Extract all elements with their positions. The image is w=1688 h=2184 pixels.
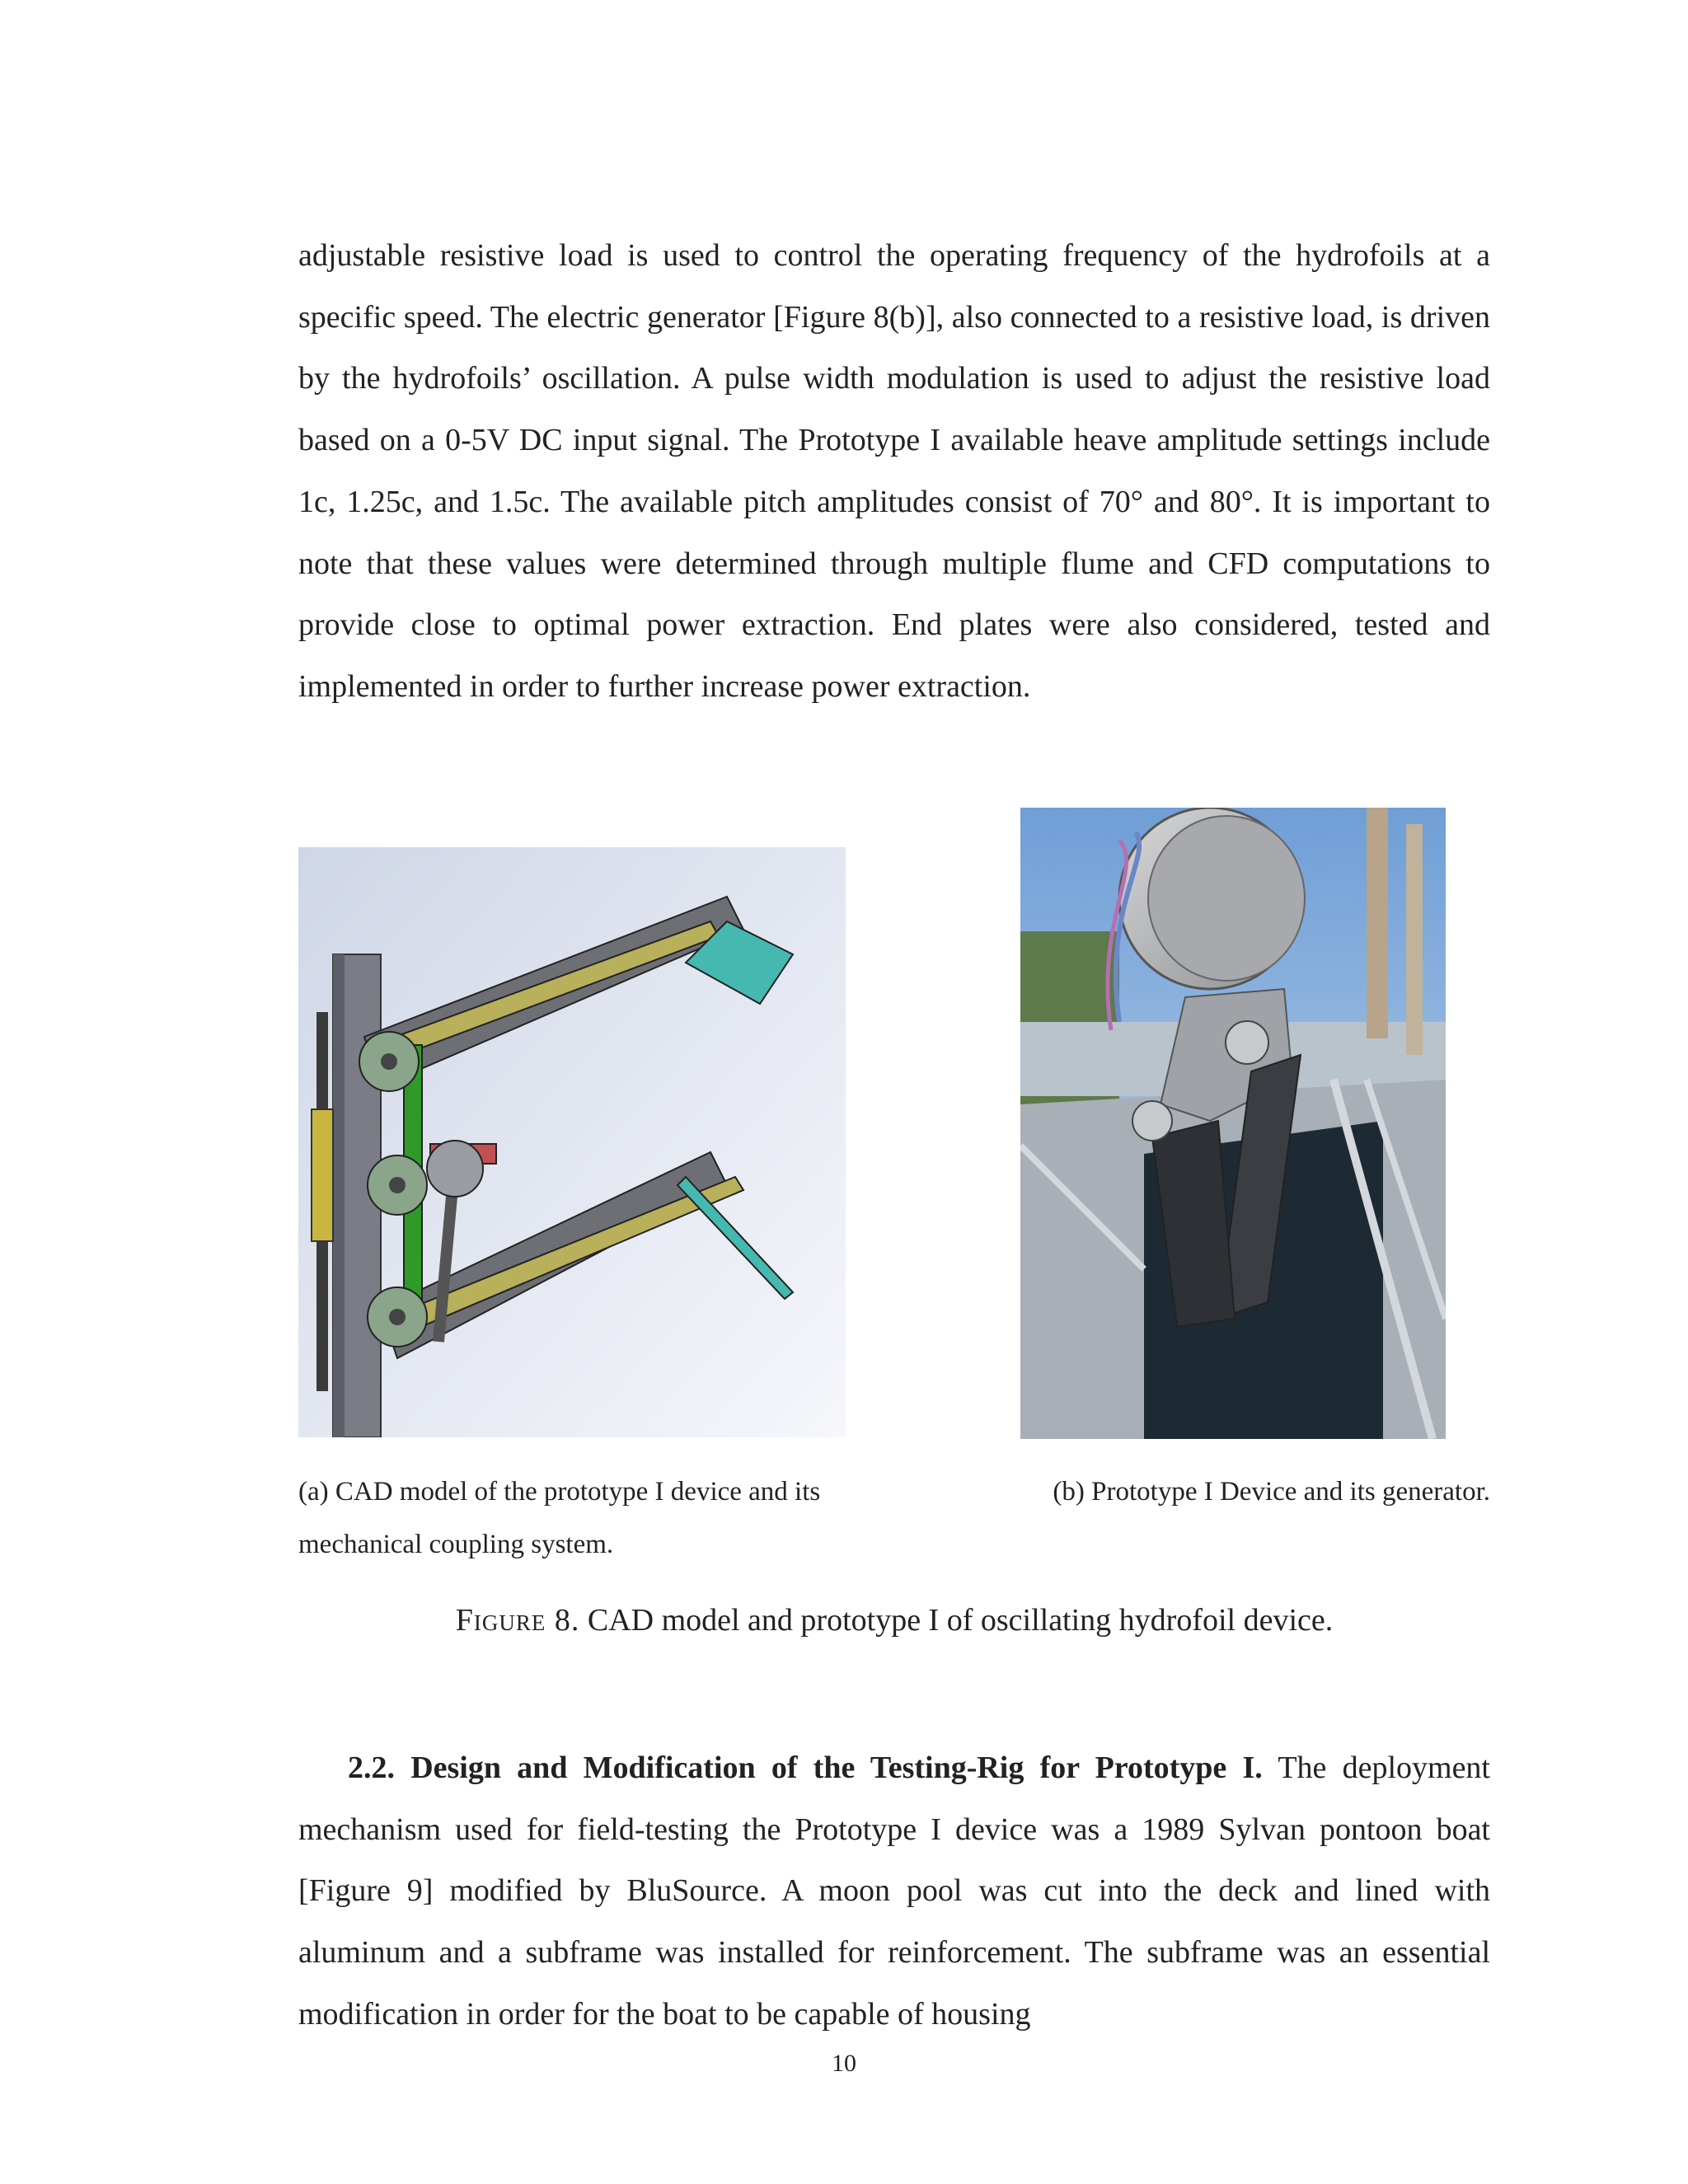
section-heading: 2.2. Design and Modification of the Testing-Rig for Prototype I. bbox=[348, 1750, 1263, 1785]
prototype-photo bbox=[1020, 808, 1446, 1439]
subcaption-a: (a) CAD model of the prototype I device and its mechanical coupling system. bbox=[298, 1477, 821, 1559]
page-number: 10 bbox=[832, 2050, 856, 2077]
body-paragraph-2 bbox=[298, 1737, 1490, 2046]
cad-model-image bbox=[298, 847, 846, 1437]
figure-label: Figure 8. bbox=[455, 1603, 580, 1638]
body-paragraph-1: adjustable resistive load is used to control the operating frequency of the hydrofoils at a specific speed. The electric generator [Figure 8(b)], also connected to a resistive load, is driven by the hydrofoils’ oscillation. A pulse width modulation is used to adjust the resistive load based on a 0-5V DC input signal. The Prototype I available heave amplitude settings include 1c, 1.25c, and 1.5c. The available pitch amplitudes consist of 70° and 80°. It is important to note that these values were determined through multiple flume and CFD computations to provide close to optimal power extraction. End plates were also considered, tested and implemented in order to further increase power extraction. bbox=[298, 238, 1490, 704]
section-paragraph-text: The deployment mechanism used for field-testing the Prototype I device was a 1989 Sylvan pontoon boat [Figure 9] modified by BluSource. A moon pool was cut into the deck and lined with aluminum and a subframe was installed for reinforcement. The subframe was an essential modification in order for the boat to be capable of housing bbox=[298, 1750, 1490, 2032]
figure-caption-text: CAD model and prototype I of oscillating hydrofoil device. bbox=[587, 1603, 1334, 1638]
subcaption-b: (b) Prototype I Device and its generator. bbox=[1053, 1477, 1490, 1507]
figure-caption bbox=[298, 1596, 1490, 1645]
